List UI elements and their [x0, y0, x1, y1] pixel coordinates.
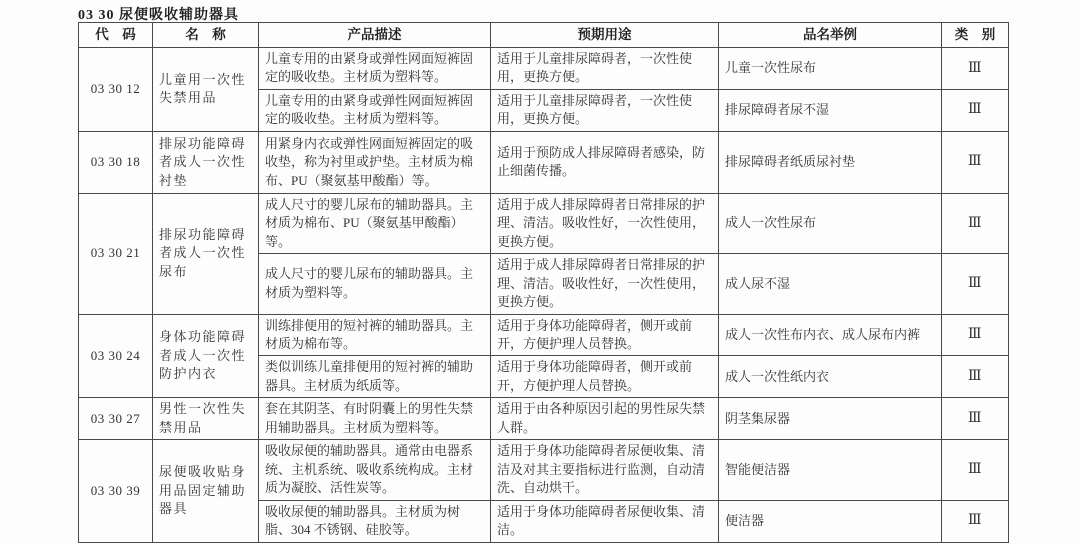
use-cell: 适用于由各种原因引起的男性尿失禁人群。	[491, 398, 719, 440]
example-cell: 儿童一次性尿布	[719, 48, 942, 90]
name-cell: 尿便吸收贴身用品固定辅助器具	[153, 440, 259, 542]
example-cell: 排尿障碍者尿不湿	[719, 89, 942, 131]
name-cell: 儿童用一次性失禁用品	[153, 48, 259, 132]
desc-cell: 儿童专用的由紧身或弹性网面短裤固定的吸收垫。主材质为塑料等。	[259, 89, 491, 131]
code-cell: 03 30 27	[79, 398, 153, 440]
class-cell: Ⅲ	[942, 398, 1009, 440]
desc-cell: 吸收尿便的辅助器具。通常由电器系统、主机系统、吸收系统构成。主材质为凝胶、活性炭等。	[259, 440, 491, 500]
example-cell: 成人尿不湿	[719, 254, 942, 314]
example-cell: 成人一次性布内衣、成人尿布内裤	[719, 314, 942, 356]
name-cell: 排尿功能障碍者成人一次性衬垫	[153, 131, 259, 193]
use-cell: 适用于身体功能障碍者，侧开或前开，方便护理人员替换。	[491, 314, 719, 356]
desc-cell: 成人尺寸的婴儿尿布的辅助器具。主材质为塑料等。	[259, 254, 491, 314]
use-cell: 适用于身体功能障碍者，侧开或前开，方便护理人员替换。	[491, 356, 719, 398]
table-row	[79, 440, 1009, 500]
page-title: 03 30 尿便吸收辅助器具	[78, 8, 239, 23]
desc-cell: 成人尺寸的婴儿尿布的辅助器具。主材质为棉布、PU（聚氨基甲酸酯）等。	[259, 193, 491, 253]
name-cell: 身体功能障碍者成人一次性防护内衣	[153, 314, 259, 398]
table-row	[79, 398, 1009, 440]
table-row	[79, 131, 1009, 193]
class-cell: Ⅲ	[942, 131, 1009, 193]
example-cell: 成人一次性纸内衣	[719, 356, 942, 398]
desc-cell: 套在其阴茎、有时阴囊上的男性失禁用辅助器具。主材质为塑料等。	[259, 398, 491, 440]
class-cell: Ⅲ	[942, 356, 1009, 398]
table-row	[79, 193, 1009, 253]
column-header-name: 名 称	[153, 23, 259, 48]
name-cell: 男性一次性失禁用品	[153, 398, 259, 440]
code-cell: 03 30 21	[79, 193, 153, 314]
class-cell: Ⅲ	[942, 254, 1009, 314]
example-cell: 智能便洁器	[719, 440, 942, 500]
example-cell: 便洁器	[719, 500, 942, 542]
code-cell: 03 30 18	[79, 131, 153, 193]
class-cell: Ⅲ	[942, 500, 1009, 542]
table-row	[79, 48, 1009, 90]
name-cell: 排尿功能障碍者成人一次性尿布	[153, 193, 259, 314]
class-cell: Ⅲ	[942, 89, 1009, 131]
class-cell: Ⅲ	[942, 48, 1009, 90]
table-row	[79, 314, 1009, 356]
example-cell: 排尿障碍者纸质尿衬垫	[719, 131, 942, 193]
class-cell: Ⅲ	[942, 193, 1009, 253]
column-header-code: 代 码	[79, 23, 153, 48]
header-row	[79, 23, 1009, 48]
desc-cell: 训练排便用的短衬裤的辅助器具。主材质为棉布等。	[259, 314, 491, 356]
code-cell: 03 30 39	[79, 440, 153, 542]
use-cell: 适用于预防成人排尿障碍者感染，防止细菌传播。	[491, 131, 719, 193]
use-cell: 适用于成人排尿障碍者日常排尿的护理、清洁。吸收性好，一次性使用，更换方便。	[491, 193, 719, 253]
desc-cell: 儿童专用的由紧身或弹性网面短裤固定的吸收垫。主材质为塑料等。	[259, 48, 491, 90]
desc-cell: 吸收尿便的辅助器具。主材质为树脂、304 不锈钢、硅胶等。	[259, 500, 491, 542]
code-cell: 03 30 12	[79, 48, 153, 132]
example-cell: 阴茎集尿器	[719, 398, 942, 440]
use-cell: 适用于儿童排尿障碍者，一次性使用，更换方便。	[491, 48, 719, 90]
device-classification-table	[78, 22, 1009, 543]
use-cell: 适用于身体功能障碍者尿便收集、清洁。	[491, 500, 719, 542]
class-cell: Ⅲ	[942, 314, 1009, 356]
use-cell: 适用于身体功能障碍者尿便收集、清洁及对其主要指标进行监测，自动清洗、自动烘干。	[491, 440, 719, 500]
use-cell: 适用于成人排尿障碍者日常排尿的护理、清洁。吸收性好，一次性使用，更换方便。	[491, 254, 719, 314]
column-header-desc: 产品描述	[259, 23, 491, 48]
code-cell: 03 30 24	[79, 314, 153, 398]
example-cell: 成人一次性尿布	[719, 193, 942, 253]
column-header-class: 类 别	[942, 23, 1009, 48]
desc-cell: 类似训练儿童排便用的短衬裤的辅助器具。主材质为纸质等。	[259, 356, 491, 398]
class-cell: Ⅲ	[942, 440, 1009, 500]
column-header-use: 预期用途	[491, 23, 719, 48]
column-header-example: 品名举例	[719, 23, 942, 48]
use-cell: 适用于儿童排尿障碍者，一次性使用，更换方便。	[491, 89, 719, 131]
desc-cell: 用紧身内衣或弹性网面短裤固定的吸收垫，称为衬里或护垫。主材质为棉布、PU（聚氨基甲酸酯）等。	[259, 131, 491, 193]
